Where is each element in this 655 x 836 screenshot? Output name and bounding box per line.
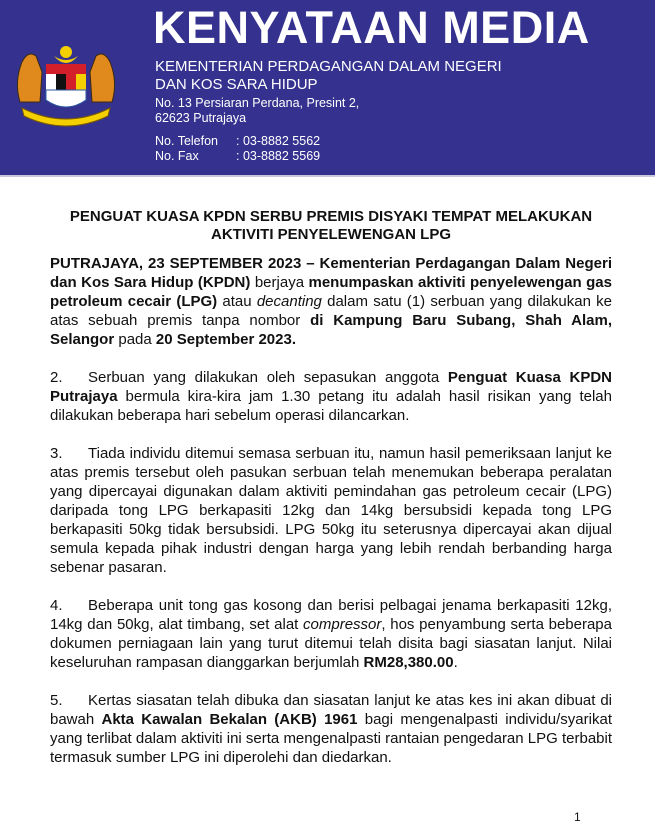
title-line-1: PENGUAT KUASA KPDN SERBU PREMIS DISYAKI TEMPAT MELAKUKAN — [69, 208, 593, 225]
banner-title: KENYATAAN MEDIA — [153, 2, 590, 53]
coat-of-arms-logo — [12, 42, 120, 127]
address-line-2: 62623 Putrajaya — [155, 111, 247, 125]
fax-value: : 03-8882 5569 — [236, 149, 321, 163]
text-segment: berjaya — [250, 274, 309, 291]
fax-label: No. Fax — [155, 149, 199, 163]
text-segment: dalam satu (1) serbuan yang dilakukan ke atas sebuah premis tanpa nombor — [50, 293, 612, 329]
phone-label: No. Telefon — [155, 134, 219, 148]
paragraph-number: 2. — [50, 369, 63, 386]
document-body — [50, 254, 612, 786]
italic-text: compressor — [303, 616, 382, 633]
bold-text: Penguat Kuasa KPDN Putrajaya — [50, 369, 612, 405]
paragraph-number: 4. — [50, 597, 63, 614]
phone-value: : 03-8882 5562 — [236, 134, 321, 148]
paragraph — [50, 444, 612, 577]
fax-row — [155, 149, 320, 164]
text-segment: bermula kira-kira jam 1.30 petang itu adalah hasil risikan yang telah dilakukan beberapa hari sebelum operasi dilancarkan. — [50, 388, 612, 424]
title-line-2: AKTIVITI PENYELEWENGAN LPG — [210, 226, 451, 243]
bold-text: PUTRAJAYA, 23 SEPTEMBER 2023 – Kementerian Perdagangan Dalam Negeri dan Kos Sara Hidup (KPDN) — [50, 255, 612, 291]
text-segment: pada — [114, 331, 156, 348]
paragraph — [50, 368, 612, 425]
text-segment: atau — [217, 293, 257, 310]
paragraph-number: 5. — [50, 692, 63, 709]
phone-row — [155, 134, 320, 149]
paragraph-number: 3. — [50, 445, 63, 462]
paragraph — [50, 254, 612, 349]
paragraph — [50, 691, 612, 767]
bold-text: menumpaskan aktiviti penyelewengan gas petroleum cecair (LPG) — [50, 274, 612, 310]
bold-text: di Kampung Baru Subang, Shah Alam, Selangor — [50, 312, 612, 348]
address-line-1: No. 13 Persiaran Perdana, Presint 2, — [155, 96, 360, 110]
contact-info — [155, 134, 320, 164]
text-segment: Serbuan yang dilakukan oleh sepasukan anggota — [88, 369, 448, 386]
bold-text: RM28,380.00 — [363, 654, 454, 671]
ministry-line-1: KEMENTERIAN PERDAGANGAN DALAM NEGERI — [155, 58, 502, 75]
page-number: 1 — [574, 810, 581, 824]
paragraph — [50, 596, 612, 672]
text-segment: . — [453, 654, 458, 671]
text-segment: Beberapa unit tong gas kosong dan berisi pelbagai jenama berkapasiti 12kg, 14kg dan 50kg, alat timbang, set alat — [50, 597, 612, 633]
text-segment: bagi mengenalpasti individu/syarikat yang terlibat dalam aktiviti ini serta mengenalpasti rantaian pengedaran LPG terbabit termasuk sumber LPG ini diperolehi dan diedarkan. — [50, 711, 613, 766]
text-segment: Kertas siasatan telah dibuka dan siasatan lanjut ke atas kes ini akan dibuat di bawah — [50, 692, 612, 728]
italic-text: decanting — [256, 293, 322, 310]
bold-text: 20 September 2023. — [155, 331, 296, 348]
media-statement-banner — [0, 0, 655, 177]
ministry-name — [155, 58, 502, 94]
bold-text: Akta Kawalan Bekalan (AKB) 1961 — [101, 711, 358, 728]
ministry-line-2: DAN KOS SARA HIDUP — [155, 76, 318, 93]
document-title — [50, 208, 612, 244]
text-segment: , hos penyambung serta beberapa dokumen perniagaan lain yang turut ditemui telah disita bagi siasatan lanjut. Nilai keseluruhan rampasan dianggarkan berjumlah — [50, 616, 612, 671]
text-segment: Tiada individu ditemui semasa serbuan itu, namun hasil pemeriksaan lanjut ke atas premis tersebut oleh pasukan serbuan telah menemukan beberapa peralatan yang dipercayai digunakan dalam aktiviti pemindahan gas petroleum cecair (LPG) daripada tong LPG berkapasiti 12kg dan 14kg bersubsidi kepada tong LPG berkapasiti 50kg tidak bersubsidi. LPG 50kg itu seterusnya dipercayai akan dijual semula kepada pihak industri dengan harga yang lebih rendah berbanding harga sebenar pasaran. — [50, 445, 612, 576]
address — [155, 96, 359, 126]
